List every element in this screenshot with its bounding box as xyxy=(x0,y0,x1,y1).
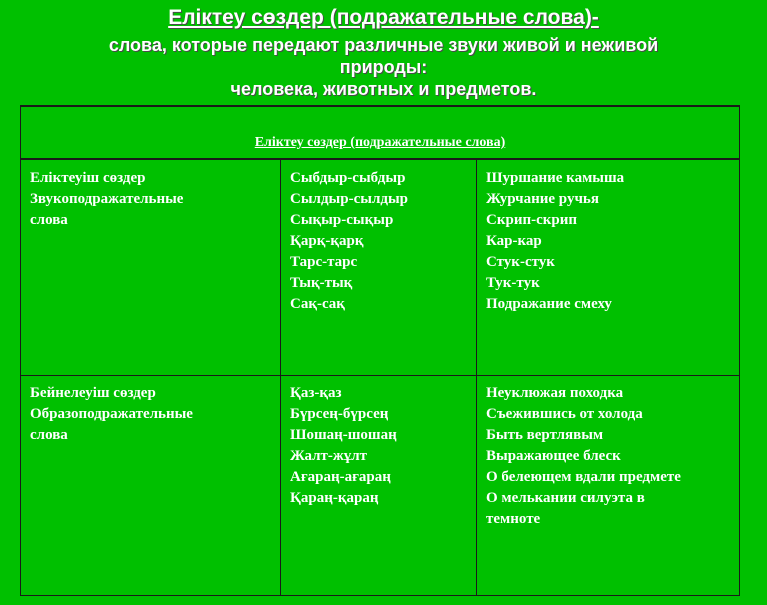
kazakh-word: Қаз-қаз xyxy=(290,385,342,401)
category-line: Образоподражательные xyxy=(30,406,193,422)
subtitle-line: природы: xyxy=(339,57,428,77)
russian-meaning-cell xyxy=(477,375,739,595)
russian-meaning: темноте xyxy=(486,511,541,527)
table-header xyxy=(21,107,739,160)
onomatopoeia-table xyxy=(20,105,740,596)
category-line: слова xyxy=(30,427,68,443)
russian-meaning: Скрип-скрип xyxy=(486,212,578,228)
kazakh-word: Тарс-тарс xyxy=(290,254,358,270)
subtitle-line: слова, которые передают различные звуки живой и неживой xyxy=(108,35,659,55)
russian-meaning: Шуршание камыша xyxy=(486,170,625,186)
page-title: Еліктеу сөздер (подражательные слова)- xyxy=(168,6,599,29)
russian-meaning: О белеющем вдали предмете xyxy=(486,469,681,485)
kazakh-word: Қарқ-қарқ xyxy=(290,233,364,249)
category-line: Бейнелеуіш сөздер xyxy=(30,385,156,401)
kazakh-word: Сыбдыр-сыбдыр xyxy=(290,170,406,186)
category-line: Звукоподражательные xyxy=(30,191,184,207)
kazakh-word: Ағараң-ағараң xyxy=(290,469,391,485)
category-cell xyxy=(21,160,281,375)
subtitle-line: человека, животных и предметов. xyxy=(230,79,537,99)
kazakh-word: Қараң-қараң xyxy=(290,490,379,506)
category-line: Еліктеуіш сөздер xyxy=(30,170,146,186)
table-row xyxy=(21,160,739,376)
kazakh-word: Жалт-жұлт xyxy=(290,448,368,464)
category-line: слова xyxy=(30,212,68,228)
russian-meaning: Кар-кар xyxy=(486,233,542,249)
category-cell xyxy=(21,375,281,595)
russian-meaning: Неуклюжая походка xyxy=(486,385,624,401)
kazakh-word: Сықыр-сықыр xyxy=(290,212,394,228)
russian-meaning: Выражающее блеск xyxy=(486,448,621,464)
page-subtitle xyxy=(40,34,727,100)
russian-meaning: О мелькании силуэта в xyxy=(486,490,645,506)
kazakh-word: Бүрсең-бүрсең xyxy=(290,406,389,422)
kazakh-word: Тық-тық xyxy=(290,275,353,291)
russian-meaning: Быть вертлявым xyxy=(486,427,604,443)
kazakh-word: Сылдыр-сылдыр xyxy=(290,191,409,207)
kazakh-word: Сақ-сақ xyxy=(290,296,345,312)
kazakh-examples-cell xyxy=(281,375,477,595)
kazakh-examples-cell xyxy=(281,160,477,375)
russian-meaning-cell xyxy=(477,160,739,375)
russian-meaning: Подражание смеху xyxy=(486,296,612,312)
table-heading: Еліктеу сөздер (подражательные слова) xyxy=(254,135,506,150)
russian-meaning: Журчание ручья xyxy=(486,191,599,207)
russian-meaning: Съежившись от холода xyxy=(486,406,643,422)
russian-meaning: Стук-стук xyxy=(486,254,555,270)
table-row xyxy=(21,375,739,595)
kazakh-word: Шошаң-шошаң xyxy=(290,427,397,443)
russian-meaning: Тук-тук xyxy=(486,275,540,291)
